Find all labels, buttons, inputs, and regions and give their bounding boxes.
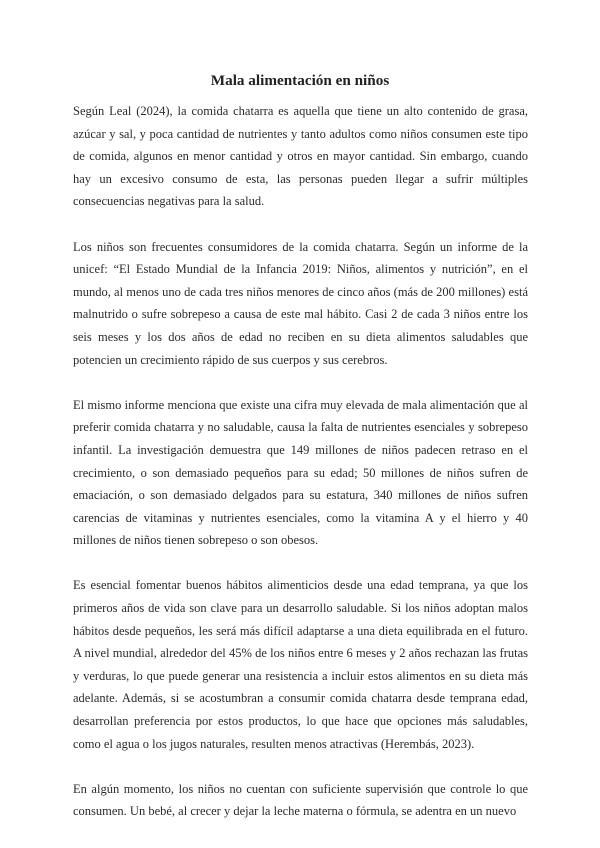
paragraph-2: Los niños son frecuentes consumidores de la comida chatarra. Según un informe de la unicef: “El Estado Mundial de la Infancia 2019: Niños, alimentos y nutrición”, en el mundo, al menos uno de cada tres niños menores de cinco años (más de 200 millones) está malnutrido o sufre sobrepeso a causa de este mal hábito. Casi 2 de cada 3 niños entre los seis meses y los dos años de edad no reciben en su dieta alimentos saludables que potencien un crecimiento rápido de sus cuerpos y sus cerebros. bbox=[73, 239, 528, 367]
paragraph-4: Es esencial fomentar buenos hábitos alimenticios desde una edad temprana, ya que los primeros años de vida son clave para un desarrollo saludable. Si los niños adoptan malos hábitos desde pequeños, les será más difícil adaptarse a una dieta equilibrada en el futuro. A nivel mundial, alrededor del 45% de los niños entre 6 meses y 2 años rechazan las frutas y verduras, lo que puede generar una resistencia a incluir estos alimentos en su dieta más adelante. Además, si se acostumbran a consumir comida chatarra desde temprana edad, desarrollan preferencia por estos productos, lo que hace que opciones más saludables, como el agua o los jugos naturales, resulten menos atractivas (Herembás, 2023). bbox=[73, 578, 528, 751]
document-title: Mala alimentación en niños bbox=[210, 72, 390, 89]
document-body bbox=[73, 100, 528, 846]
paragraph-3: El mismo informe menciona que existe una cifra muy elevada de mala alimentación que al preferir comida chatarra y no saludable, causa la falta de nutrientes esenciales y sobrepeso infantil. La investigación demuestra que 149 millones de niños padecen retraso en el crecimiento, o son demasiado pequeños para su edad; 50 millones de niños sufren de emaciación, o son demasiado delgados para su estatura, 340 millones de niños sufren carencias de vitaminas y nutrientes esenciales, como la vitamina A y el hierro y 40 millones de niños tienen sobrepeso o son obesos. bbox=[73, 397, 528, 548]
paragraph-5: En algún momento, los niños no cuentan con suficiente supervisión que controle lo que consumen. Un bebé, al crecer y dejar la leche materna o fórmula, se adentra en un nuevo bbox=[73, 781, 528, 819]
paragraph-1: Según Leal (2024), la comida chatarra es aquella que tiene un alto contenido de grasa, azúcar y sal, y poca cantidad de nutrientes y tanto adultos como niños consumen este tipo de comida, algunos en menor cantidad y otros en mayor cantidad. Sin embargo, cuando hay un excesivo consumo de esta, las personas pueden llegar a sufrir múltiples consecuencias negativas para la salud. bbox=[73, 104, 528, 209]
